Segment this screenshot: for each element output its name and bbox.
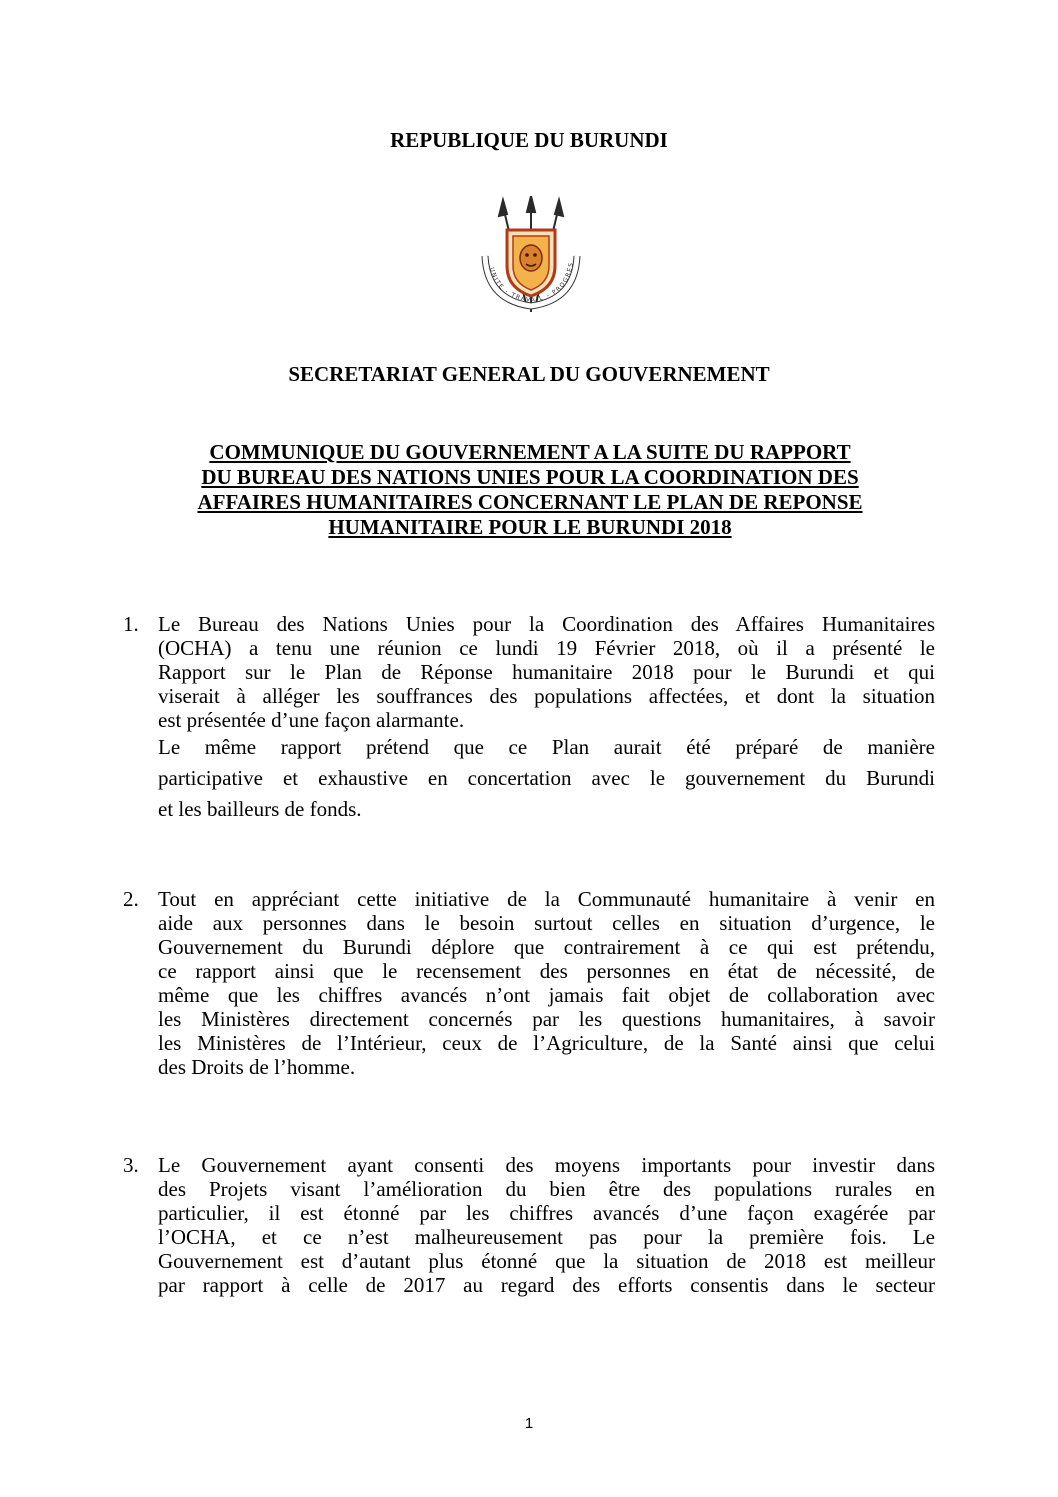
communique-title-line: COMMUNIQUE DU GOUVERNEMENT A LA SUITE DU RAPPORT [209, 440, 851, 464]
paragraph-line: et les bailleurs de fonds. [158, 797, 362, 821]
paragraph-line: Gouvernement est d’autant plus étonné que la situation de 2018 est meilleur [158, 1249, 935, 1273]
paragraph-line: (OCHA) a tenu une réunion ce lundi 19 Février 2018, où il a présenté le [158, 636, 935, 660]
paragraph-number: 1. [123, 612, 139, 636]
page-number: 1 [524, 1415, 534, 1432]
paragraph-line: participative et exhaustive en concertation avec le gouvernement du Burundi [158, 766, 935, 790]
paragraph-line: particulier, il est étonné par les chiffres avancés d’une façon exagérée par [158, 1201, 935, 1225]
burundi-coat-of-arms [473, 196, 589, 324]
paragraph-line: aide aux personnes dans le besoin surtout celles en situation d’urgence, le [158, 911, 935, 935]
paragraph-line: les Ministères de l’Intérieur, ceux de l’Agriculture, de la Santé ainsi que celui [158, 1031, 935, 1055]
paragraph-line: par rapport à celle de 2017 au regard des efforts consentis dans le secteur [158, 1273, 935, 1297]
paragraph-line: Gouvernement du Burundi déplore que contrairement à ce qui est prétendu, [158, 935, 935, 959]
emblem-motto: UNITE - TRAVAIL - PROGRES [487, 261, 576, 305]
communique-title-line: AFFAIRES HUMANITAIRES CONCERNANT LE PLAN DE REPONSE [197, 490, 863, 514]
paragraph-line: Tout en appréciant cette initiative de la Communauté humanitaire à venir en [158, 887, 935, 911]
secretariat-title: SECRETARIAT GENERAL DU GOUVERNEMENT [288, 362, 770, 386]
paragraph-line: Rapport sur le Plan de Réponse humanitaire 2018 pour le Burundi et qui [158, 660, 935, 684]
paragraph-line: est présentée d’une façon alarmante. [158, 708, 465, 732]
paragraph-line: même que les chiffres avancés n’ont jamais fait objet de collaboration avec [158, 983, 935, 1007]
paragraph-line: Le Gouvernement ayant consenti des moyens importants pour investir dans [158, 1153, 935, 1177]
paragraph-line: des Droits de l’homme. [158, 1055, 356, 1079]
paragraph-line: Le même rapport prétend que ce Plan aurait été préparé de manière [158, 735, 935, 759]
paragraph-line: l’OCHA, et ce n’est malheureusement pas pour la première fois. Le [158, 1225, 935, 1249]
paragraph-line: les Ministères directement concernés par les questions humanitaires, à savoir [158, 1007, 935, 1031]
paragraph-line: viserait à alléger les souffrances des populations affectées, et dont la situation [158, 684, 935, 708]
paragraph-line: Le Bureau des Nations Unies pour la Coordination des Affaires Humanitaires [158, 612, 935, 636]
communique-title-line: DU BUREAU DES NATIONS UNIES POUR LA COORDINATION DES [201, 465, 859, 489]
paragraph-line: ce rapport ainsi que le recensement des personnes en état de nécessité, de [158, 959, 935, 983]
communique-title-line: HUMANITAIRE POUR LE BURUNDI 2018 [328, 515, 732, 539]
paragraph-number: 2. [123, 887, 139, 911]
paragraph-line: des Projets visant l’amélioration du bien être des populations rurales en [158, 1177, 935, 1201]
communique-title [120, 440, 940, 540]
republic-title: REPUBLIQUE DU BURUNDI [390, 128, 668, 152]
paragraph-number: 3. [123, 1153, 139, 1177]
